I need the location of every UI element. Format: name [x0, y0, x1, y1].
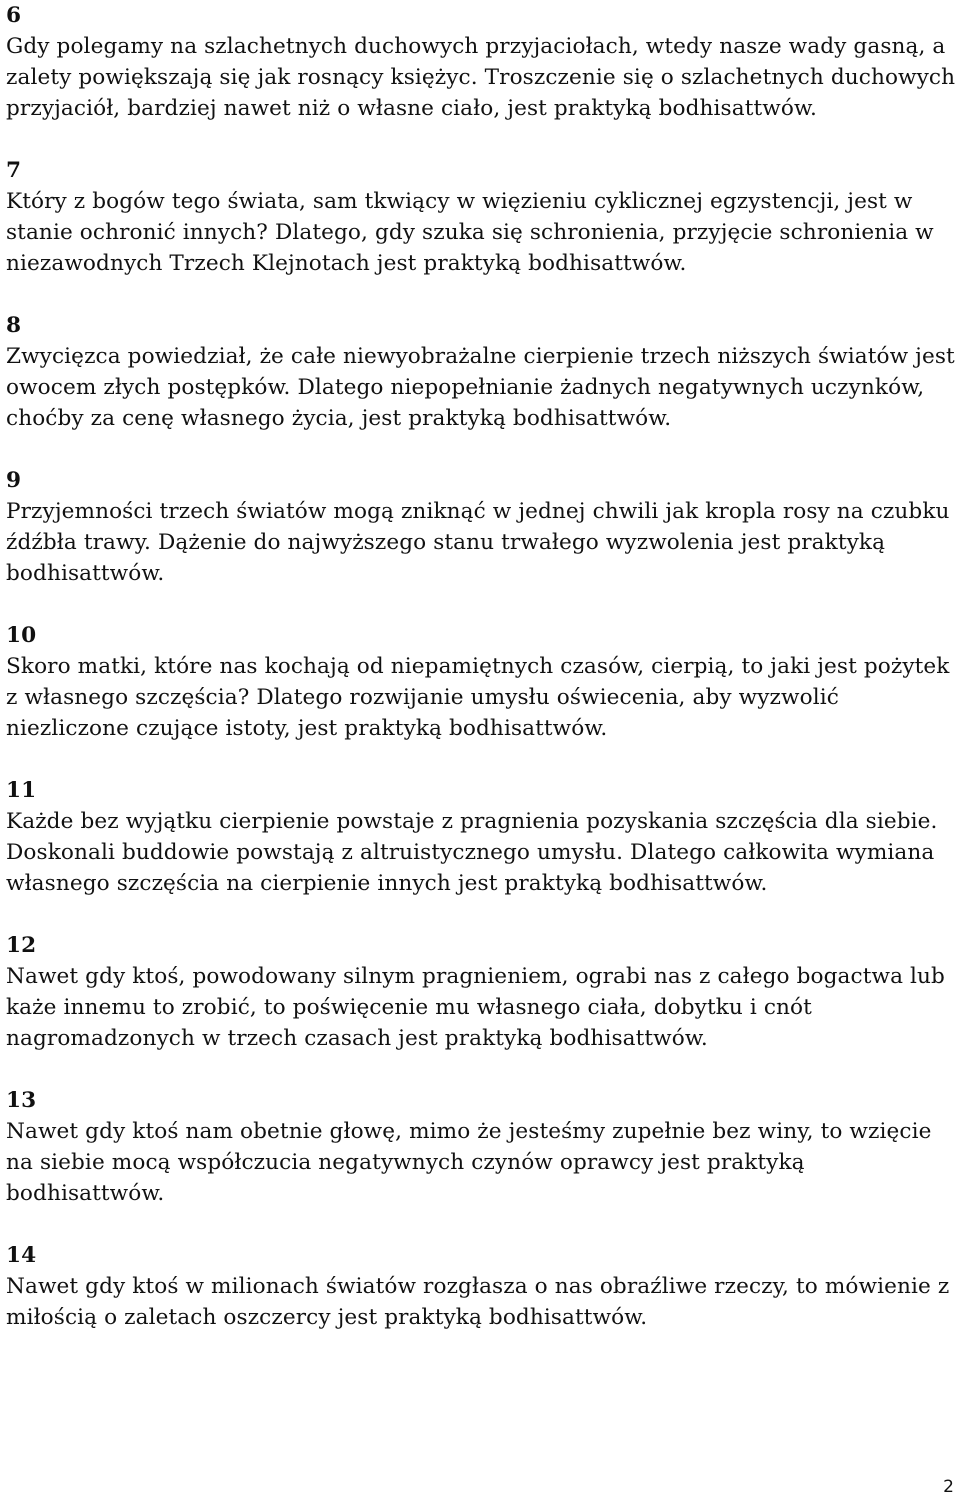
- verse-text: Który z bogów tego świata, sam tkwiący w więzieniu cyklicznej egzystencji, jest w stanie ochronić innych? Dlatego, gdy szuka się schronienia, przyjęcie schronienia w niezawodnych Trzech Klejnotach jest praktyką bodhisattwów.: [6, 189, 934, 276]
- verse-number: 7: [6, 158, 22, 183]
- verse-number: 12: [6, 933, 37, 958]
- verse-9: [6, 465, 958, 589]
- verse-11: [6, 775, 958, 899]
- verse-14: [6, 1240, 958, 1333]
- verse-text: Zwycięzca powiedział, że całe niewyobrażalne cierpienie trzech niższych światów jest owocem złych postępków. Dlatego niepopełnianie żadnych negatywnych uczynków, choćby za cenę własnego życia, jest praktyką bodhisattwów.: [6, 344, 955, 431]
- verse-text: Każde bez wyjątku cierpienie powstaje z pragnienia pozyskania szczęścia dla siebie. Doskonali buddowie powstają z altruistycznego umysłu. Dlatego całkowita wymiana własnego szczęścia na cierpienie innych jest praktyką bodhisattwów.: [6, 809, 938, 896]
- verse-number: 10: [6, 623, 37, 648]
- verse-text: Gdy polegamy na szlachetnych duchowych przyjaciołach, wtedy nasze wady gasną, a zalety powiększają się jak rosnący księżyc. Troszczenie się o szlachetnych duchowych przyjaciół, bardziej nawet niż o własne ciało, jest praktyką bodhisattwów.: [6, 34, 956, 121]
- verse-number: 11: [6, 778, 37, 803]
- verse-text: Nawet gdy ktoś, powodowany silnym pragnieniem, ograbi nas z całego bogactwa lub każe innemu to zrobić, to poświęcenie mu własnego ciała, dobytku i cnót nagromadzonych w trzech czasach jest praktyką bodhisattwów.: [6, 964, 945, 1051]
- verse-7: [6, 155, 958, 279]
- verse-number: 9: [6, 468, 22, 493]
- page-number: 2: [943, 1477, 954, 1497]
- verse-6: [6, 0, 958, 124]
- verse-10: [6, 620, 958, 744]
- verse-12: [6, 930, 958, 1054]
- verse-number: 13: [6, 1088, 37, 1113]
- verse-number: 14: [6, 1243, 37, 1268]
- verse-text: Nawet gdy ktoś w milionach światów rozgłasza o nas obraźliwe rzeczy, to mówienie z miłością o zaletach oszczercy jest praktyką bodhisattwów.: [6, 1274, 950, 1330]
- verse-text: Skoro matki, które nas kochają od niepamiętnych czasów, cierpią, to jaki jest pożytek z własnego szczęścia? Dlatego rozwijanie umysłu oświecenia, aby wyzwolić niezliczone czujące istoty, jest praktyką bodhisattwów.: [6, 654, 950, 741]
- verse-number: 8: [6, 313, 22, 338]
- verse-text: Przyjemności trzech światów mogą zniknąć w jednej chwili jak kropla rosy na czubku źdźbła trawy. Dążenie do najwyższego stanu trwałego wyzwolenia jest praktyką bodhisattwów.: [6, 499, 950, 586]
- document-body: [6, 0, 958, 1333]
- verse-13: [6, 1085, 958, 1209]
- verse-text: Nawet gdy ktoś nam obetnie głowę, mimo że jesteśmy zupełnie bez winy, to wzięcie na siebie mocą współczucia negatywnych czynów oprawcy jest praktyką bodhisattwów.: [6, 1119, 932, 1206]
- verse-8: [6, 310, 958, 434]
- verse-number: 6: [6, 3, 22, 28]
